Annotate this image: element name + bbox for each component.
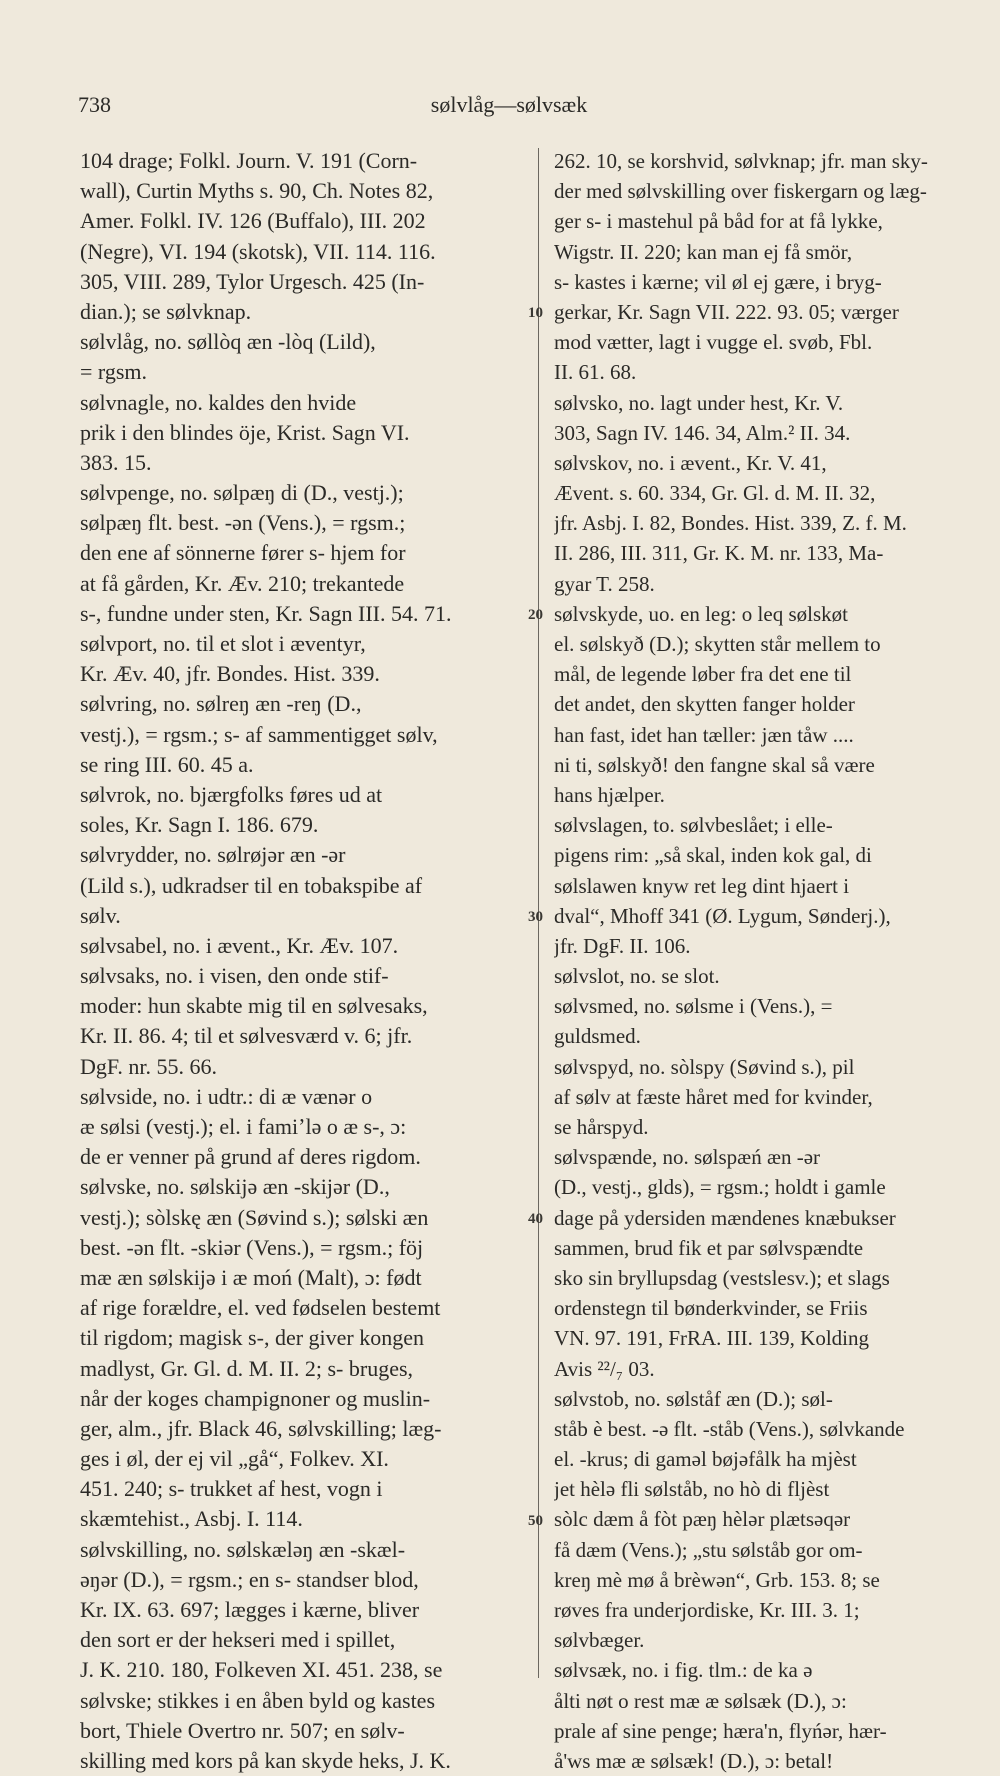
text-line: sølvsaks, no. i visen, den onde stif-	[80, 963, 389, 989]
text-line: II. 286, III. 311, Gr. K. M. nr. 133, Ma-	[554, 541, 884, 566]
page-number: 738	[78, 92, 111, 117]
text-line: Kr. IX. 63. 697; lægges i kærne, bliver	[80, 1597, 420, 1622]
text-line: VN. 97. 191, FrRA. III. 139, Kolding	[554, 1326, 869, 1351]
text-line: 262. 10, se korshvid, sølvknap; jfr. man sky-	[554, 149, 928, 173]
text-line: ordenstegn til bønderkvinder, se Friis	[554, 1296, 868, 1321]
text-line: sølvslagen, to. sølvbeslået; i elle-	[554, 813, 833, 838]
text-line: dval“, Mhoff 341 (Ø. Lygum, Sønderj.),	[554, 903, 891, 928]
text-line: han fast, idet han tæller: jæn tåw ....	[554, 722, 854, 747]
page-header	[78, 92, 940, 126]
text-line: 451. 240; s- trukket af hest, vogn i	[80, 1476, 383, 1502]
text-line: gerkar, Kr. Sagn VII. 222. 93. 05; værger	[554, 299, 899, 324]
text-line: sølvskilling, no. sølskæləŋ æn -skæl-	[80, 1536, 406, 1562]
text-line: soles, Kr. Sagn I. 186. 679.	[80, 812, 319, 838]
text-line: sølvnagle, no. kaldes den hvide	[80, 389, 357, 415]
text-line: mål, de legende løber fra det ene til	[554, 662, 852, 687]
text-line: 305, VIII. 289, Tylor Urgesch. 425 (In-	[80, 268, 425, 294]
text-line: vestj.); sòlskę æn (Søvind s.); sølski æn	[80, 1204, 429, 1230]
text-line: ni ti, sølskyð! den fangne skal så være	[554, 752, 875, 777]
text-line: sammen, brud fik et par sølvspændte	[554, 1235, 864, 1260]
text-line: gyar T. 258.	[554, 571, 655, 596]
text-line: prik i den blindes öje, Krist. Sagn VI.	[80, 419, 410, 445]
text-line: mod vætter, lagt i vugge el. svøb, Fbl.	[554, 330, 873, 355]
text-line: Avis ²²/₇ 03.	[554, 1356, 655, 1381]
text-line: 303, Sagn IV. 146. 34, Alm.² II. 34.	[554, 420, 851, 445]
text-line: sølpæŋ flt. best. -ən (Vens.), = rgsm.;	[80, 510, 406, 536]
text-line: det andet, den skytten fanger holder	[554, 692, 855, 717]
text-line: (D., vestj., glds), = rgsm.; holdt i gamle	[554, 1175, 886, 1200]
text-line: jfr. Asbj. I. 82, Bondes. Hist. 339, Z. f. M.	[554, 511, 907, 536]
text-line: den sort er der hekseri med i spillet,	[80, 1627, 396, 1653]
text-line: at få gården, Kr. Æv. 210; trekantede	[80, 570, 405, 596]
text-line: de er venner på grund af deres rigdom.	[80, 1144, 421, 1170]
text-line: Kr. Æv. 40, jfr. Bondes. Hist. 339.	[80, 661, 380, 687]
text-line: dian.); se sølvknap.	[80, 298, 252, 324]
text-line: af rige forældre, el. ved fødselen bestemt	[80, 1295, 441, 1321]
line-number-10: 10	[528, 305, 543, 321]
line-number-30: 30	[528, 909, 543, 925]
text-line: ges i øl, der ej vil „gå“, Folkev. XI.	[80, 1446, 389, 1472]
right-column	[554, 146, 952, 1776]
text-line: sølvsæk, no. i fig. tlm.: de ka ə	[554, 1658, 813, 1683]
text-line: sølvske, no. sølskijə æn -skijər (D.,	[80, 1174, 390, 1200]
text-line: sølvspænde, no. sølspæń æn -ər	[554, 1145, 821, 1170]
text-line: røves fra underjordiske, Kr. III. 3. 1;	[554, 1598, 860, 1622]
text-line: (Lild s.), udkradser til en tobakspibe af	[80, 872, 423, 898]
text-line: sølvpenge, no. sølpæŋ di (D., vestj.);	[80, 480, 404, 506]
text-line: af sølv at fæste håret med for kvinder,	[554, 1084, 873, 1109]
text-line: DgF. nr. 55. 66.	[80, 1053, 217, 1079]
text-line: (Negre), VI. 194 (skotsk), VII. 114. 116.	[80, 238, 436, 264]
text-line: J. K. 210. 180, Folkeven XI. 451. 238, se	[80, 1657, 443, 1683]
text-line: sølvsmed, no. sølsme i (Vens.), =	[554, 994, 833, 1019]
text-line: sølvskov, no. i ævent., Kr. V. 41,	[554, 450, 827, 475]
text-line: hans hjælper.	[554, 782, 665, 807]
text-line: II. 61. 68.	[554, 360, 637, 385]
text-line: el. sølskyð (D.); skytten står mellem to	[554, 632, 881, 656]
text-line: sko sin bryllupsdag (vestslesv.); et slags	[554, 1265, 890, 1290]
text-line: s- kastes i kærne; vil øl ej gære, i bryg-	[554, 269, 882, 294]
text-line: skilling med kors på kan skyde heks, J. K.	[80, 1747, 451, 1773]
text-line: sølvring, no. sølreŋ æn -reŋ (D.,	[80, 691, 362, 717]
text-line: sølslawen knyw ret leg dint hjaert i	[554, 873, 850, 898]
text-line: se ring III. 60. 45 a.	[80, 751, 254, 777]
text-line: madlyst, Gr. Gl. d. M. II. 2; s- bruges,	[80, 1355, 414, 1381]
text-line: ger s- i mastehul på båd for at få lykke,	[554, 209, 883, 234]
text-line: sølvsko, no. lagt under hest, Kr. V.	[554, 390, 844, 415]
text-line: sòlc dæm å fòt pæŋ hèlər plætsəqər	[554, 1507, 851, 1532]
text-line: sølvsabel, no. i ævent., Kr. Æv. 107.	[80, 932, 399, 958]
text-line: sølvskyde, uo. en leg: o leq sølskøt	[554, 601, 848, 626]
text-line: sølvlåg, no. søllòq æn -lòq (Lild),	[80, 329, 376, 355]
text-line: vestj.), = rgsm.; s- af sammentigget sølv,	[80, 721, 438, 747]
text-line: se hårspyd.	[554, 1115, 649, 1139]
left-column	[80, 146, 526, 1776]
text-line: sølvstob, no. sølståf æn (D.); søl-	[554, 1386, 833, 1411]
text-line: best. -ən flt. -skiər (Vens.), = rgsm.; föj	[80, 1234, 424, 1260]
text-line: Kr. II. 86. 4; til et sølvesværd v. 6; jfr.	[80, 1023, 413, 1049]
running-title: sølvlåg—sølvsæk	[430, 92, 588, 117]
text-line: Wigstr. II. 220; kan man ej få smör,	[554, 239, 853, 264]
text-line: den ene af sönnerne fører s- hjem for	[80, 540, 406, 566]
text-line: der med sølvskilling over fiskergarn og læg-	[554, 179, 927, 204]
text-line: 104 drage; Folkl. Journ. V. 191 (Corn-	[80, 148, 418, 173]
text-line: 383. 15.	[80, 449, 152, 475]
text-line: dage på ydersiden mændenes knæbukser	[554, 1205, 896, 1230]
text-line: ger, alm., jfr. Black 46, sølvskilling; læg-	[80, 1415, 442, 1441]
text-line: kreŋ mè mø å brèwən“, Grb. 153. 8; se	[554, 1567, 880, 1592]
text-line: ålti nøt o rest mæ æ sølsæk (D.), ɔ:	[554, 1688, 847, 1713]
text-line: əŋər (D.), = rgsm.; en s- standser blod,	[80, 1566, 419, 1592]
text-line: æ sølsi (vestj.); el. i famiʼlə o æ s-, ɔ:	[80, 1114, 407, 1139]
text-line: sølv.	[80, 902, 121, 928]
text-line: pigens rim: „så skal, inden kok gal, di	[554, 843, 872, 868]
text-line: wall), Curtin Myths s. 90, Ch. Notes 82,	[80, 178, 434, 204]
text-line: å'ws mæ æ sølsæk! (D.), ɔ: betal!	[554, 1748, 834, 1773]
text-line: sølvrydder, no. sølrøjər æn -ər	[80, 842, 346, 868]
text-line: = rgsm.	[80, 359, 148, 385]
text-line: når der koges champignoner og muslin-	[80, 1385, 431, 1411]
text-line: moder: hun skabte mig til en sølvesaks,	[80, 993, 428, 1019]
text-line: sølvspyd, no. sòlspy (Søvind s.), pil	[554, 1054, 855, 1079]
text-line: sølvside, no. i udtr.: di æ vænər o	[80, 1083, 373, 1109]
text-line: jfr. DgF. II. 106.	[554, 933, 691, 958]
text-line: bort, Thiele Overtro nr. 507; en sølv-	[80, 1717, 405, 1743]
text-line: Amer. Folkl. IV. 126 (Buffalo), III. 202	[80, 208, 426, 234]
text-line: skæmtehist., Asbj. I. 114.	[80, 1506, 303, 1532]
text-line: sølvslot, no. se slot.	[554, 964, 720, 989]
line-number-50: 50	[528, 1513, 543, 1529]
text-line: til rigdom; magisk s-, der giver kongen	[80, 1325, 424, 1351]
text-line: Ævent. s. 60. 334, Gr. Gl. d. M. II. 32,	[554, 481, 876, 506]
text-line: sølvport, no. til et slot i æventyr,	[80, 631, 366, 656]
text-line: s-, fundne under sten, Kr. Sagn III. 54. 71.	[80, 600, 452, 626]
text-line: sølvske; stikkes i en åben byld og kastes	[80, 1687, 436, 1713]
line-number-20: 20	[528, 607, 543, 623]
text-line: mæ æn sølskijə i æ moń (Malt), ɔ: født	[80, 1264, 422, 1290]
text-line: sølvbæger.	[554, 1628, 645, 1653]
text-line: el. -krus; di gaməl bøjəfålk ha mjèst	[554, 1447, 857, 1472]
text-line: ståb è best. -ə flt. -ståb (Vens.), sølvkande	[554, 1416, 905, 1441]
text-line: sølvrok, no. bjærgfolks føres ud at	[80, 781, 383, 807]
text-line: jet hèlə fli sølståb, no hò di fljèst	[554, 1477, 830, 1502]
text-line: få dæm (Vens.); „stu sølståb gor om-	[554, 1537, 863, 1562]
text-line: prale af sine penge; hæra'n, flyńər, hær-	[554, 1718, 887, 1743]
text-line: guldsmed.	[554, 1024, 641, 1049]
line-number-40: 40	[528, 1211, 543, 1227]
